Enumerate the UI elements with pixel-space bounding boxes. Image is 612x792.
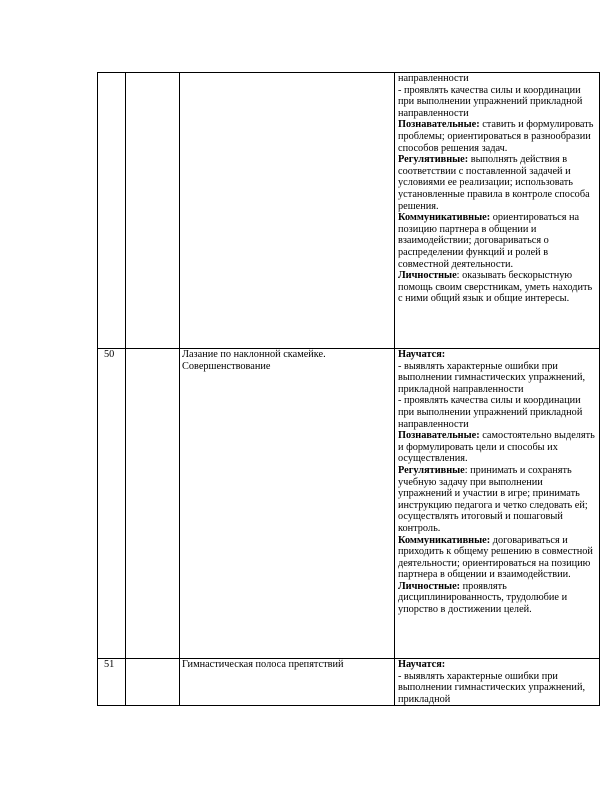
result-category-label: Регулятивные [398, 464, 465, 476]
lesson-number-cell: 50 [98, 349, 126, 659]
result-text: самостоятельно выделять и формулировать цели и способы их осуществления. [398, 430, 595, 465]
result-paragraph [398, 581, 597, 616]
result-paragraph [398, 154, 597, 212]
result-text: договариваться и приходить к общему решению в совместной деятельности; ориентироваться на позицию партнера в общении и взаимодействии. [398, 534, 593, 581]
lesson-number-cell [98, 73, 126, 349]
result-paragraph [398, 119, 597, 154]
result-text: - выявлять характерные ошибки при выполнении гимнастических упражнений, прикладной направленности [398, 360, 586, 395]
result-text: выполнять действия в соответствии с поставленной задачей и условиями ее реализации; использовать установленные правила в контроле способа решения. [398, 154, 590, 212]
result-text: : принимать и сохранять учебную задачу при выполнении упражнений и участии в игре; принимать инструкцию педагога и четко следовать ей; осуществлять итоговый и пошаговый контроль. [398, 464, 588, 534]
lesson-date-cell [126, 659, 180, 706]
result-paragraph [398, 270, 597, 305]
result-paragraph [398, 349, 597, 361]
result-category-label: Научатся: [398, 349, 446, 360]
lesson-plan-table [97, 72, 600, 706]
table-row [98, 73, 600, 349]
result-category-label: Личностные: [398, 580, 461, 592]
result-category-label: Коммуникативные: [398, 534, 491, 546]
lesson-date-cell [126, 73, 180, 349]
lesson-topic-cell: Гимнастическая полоса препятствий [180, 659, 395, 706]
result-text: - проявлять качества силы и координации при выполнении упражнений прикладной направленности [398, 395, 583, 430]
lesson-topic-cell: Лазание по наклонной скамейке. Совершенствование [180, 349, 395, 659]
result-text: - проявлять качества силы и координации при выполнении упражнений прикладной направленности [398, 84, 583, 119]
result-paragraph [398, 430, 597, 465]
result-paragraph [398, 659, 597, 671]
result-text: : оказывать бескорыстную помощь своим сверстникам, уметь находить с ними общий язык и общие интересы. [398, 270, 593, 305]
result-paragraph [398, 361, 597, 396]
result-text: - выявлять характерные ошибки при выполнении гимнастических упражнений, прикладной [398, 670, 586, 705]
result-paragraph [398, 671, 597, 706]
result-paragraph [398, 465, 597, 535]
table-row [98, 349, 600, 659]
result-paragraph [398, 212, 597, 270]
table-row [98, 659, 600, 706]
result-category-label: Познавательные: [398, 430, 480, 442]
result-text: ориентироваться на позицию партнера в общении и взаимодействии; договариваться о распределении функций и ролей в совместной деятельности. [398, 212, 580, 270]
lesson-topic-cell [180, 73, 395, 349]
result-paragraph [398, 395, 597, 430]
result-category-label: Коммуникативные: [398, 212, 491, 224]
learning-results-cell [395, 73, 600, 349]
result-category-label: Познавательные: [398, 119, 480, 131]
lesson-date-cell [126, 349, 180, 659]
result-category-label: Регулятивные: [398, 154, 469, 166]
result-paragraph [398, 85, 597, 120]
result-text: направленности [398, 73, 469, 84]
result-paragraph [398, 535, 597, 581]
result-category-label: Личностные [398, 270, 457, 282]
result-paragraph [398, 73, 597, 85]
result-text: проявлять дисциплинированность, трудолюбие и упорство в достижении целей. [398, 580, 568, 616]
result-text: ставить и формулировать проблемы; ориентироваться в разнообразии способов решения задач. [398, 119, 594, 154]
learning-results-cell [395, 659, 600, 706]
result-category-label: Научатся: [398, 659, 446, 670]
learning-results-cell [395, 349, 600, 659]
lesson-number-cell: 51 [98, 659, 126, 706]
